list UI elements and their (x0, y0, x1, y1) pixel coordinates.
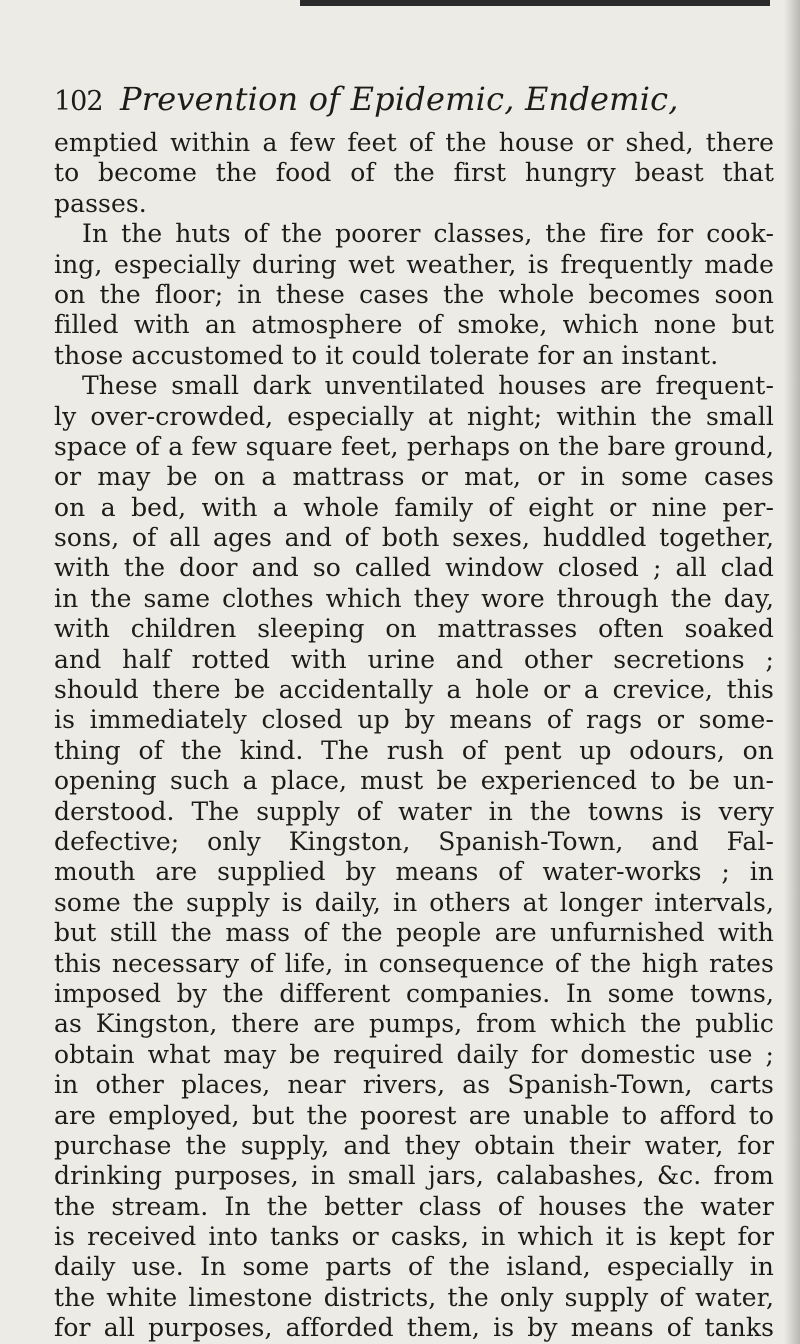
text-line: defective; only Kingston, Spanish-Town, and Fal- (54, 826, 774, 856)
page-number: 102 (54, 86, 103, 117)
text-line: derstood. The supply of water in the towns is very (54, 796, 774, 826)
text-line: filled with an atmosphere of smoke, which none but (54, 310, 774, 340)
text-line: imposed by the different companies. In some towns, (54, 978, 774, 1008)
running-head (54, 80, 774, 124)
text-line: in other places, near rivers, as Spanish-Town, carts (54, 1070, 774, 1100)
text-line: ing, especially during wet weather, is frequently made (54, 249, 774, 279)
text-line: obtain what may be required daily for domestic use ; (54, 1039, 774, 1069)
book-page (54, 80, 774, 1344)
text-line: with children sleeping on mattrasses often soaked (54, 614, 774, 644)
text-line: mouth are supplied by means of water-works ; in (54, 857, 774, 887)
text-line: emptied within a few feet of the house or shed, there (54, 128, 774, 157)
text-line: but still the mass of the people are unfurnished with (54, 918, 774, 948)
text-line: some the supply is daily, in others at longer intervals, (54, 887, 774, 917)
text-line: drinking purposes, in small jars, calabashes, &c. from (54, 1161, 774, 1191)
text-line: those accustomed to it could tolerate for an instant. (54, 340, 719, 370)
text-line: thing of the kind. The rush of pent up odours, on (54, 735, 774, 765)
text-line: ly over-crowded, especially at night; within the small (54, 401, 774, 431)
text-line: is immediately closed up by means of rags or some- (54, 705, 774, 735)
text-line: or may be on a mattrass or mat, or in some cases (54, 462, 774, 492)
text-line: as Kingston, there are pumps, from which the public (54, 1009, 774, 1039)
text-line: sons, of all ages and of both sexes, huddled together, (54, 523, 774, 553)
running-title: Prevention of Epidemic, Endemic, (120, 80, 679, 118)
text-line: this necessary of life, in consequence of the high rates (54, 948, 774, 978)
text-line: on the floor; in these cases the whole becomes soon (54, 279, 774, 309)
text-line: purchase the supply, and they obtain their water, for (54, 1130, 774, 1160)
text-line: These small dark unventilated houses are frequent- (82, 371, 774, 401)
text-line: for all purposes, afforded them, is by means of tanks (54, 1313, 774, 1343)
text-line: in the same clothes which they wore through the day, (54, 583, 774, 613)
text-line: with the door and so called window closed ; all clad (54, 553, 774, 583)
body-text (54, 128, 774, 1344)
text-line: space of a few square feet, perhaps on the bare ground, (54, 431, 774, 461)
text-line: daily use. In some parts of the island, especially in (54, 1252, 774, 1282)
text-line: opening such a place, must be experienced to be un- (54, 766, 774, 796)
page-edge-shadow (784, 0, 800, 1344)
text-line: the stream. In the better class of houses the water (54, 1191, 774, 1221)
text-line: passes. (54, 188, 147, 218)
text-line: In the huts of the poorer classes, the fire for cook- (82, 219, 774, 249)
top-edge-rule (300, 0, 770, 6)
text-line: should there be accidentally a hole or a crevice, this (54, 675, 774, 705)
text-line: are employed, but the poorest are unable to afford to (54, 1100, 774, 1130)
text-line: to become the food of the first hungry beast that (54, 158, 774, 188)
text-line: is received into tanks or casks, in which it is kept for (54, 1222, 774, 1252)
text-line: the white limestone districts, the only supply of water, (54, 1282, 774, 1312)
text-line: on a bed, with a whole family of eight or nine per- (54, 492, 774, 522)
text-line: and half rotted with urine and other secretions ; (54, 644, 774, 674)
